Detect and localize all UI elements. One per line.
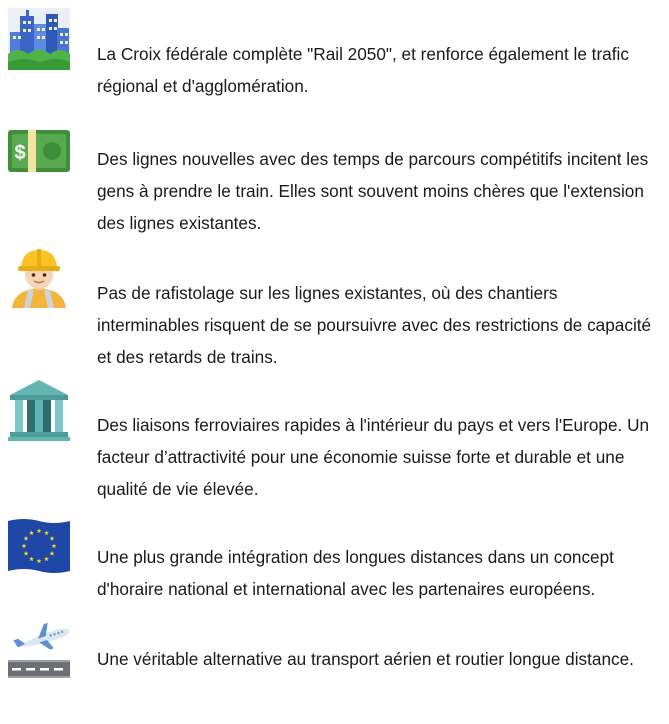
airplane-and-road-icon: [6, 620, 72, 686]
item-text: Des liaisons ferroviaires rapides à l'intérieur du pays et vers l'Europe. Un facteur d’attractivité pour une économie suisse forte et durable et une qualité de vie élevée.: [97, 415, 650, 499]
item-text: Une véritable alternative au transport aérien et routier longue distance.: [97, 649, 634, 669]
construction-worker-icon: [6, 244, 72, 310]
svg-text:$: $: [14, 142, 26, 164]
eu-flag-icon: [6, 513, 72, 579]
banknote-icon: [6, 118, 72, 184]
item-text: Pas de rafistolage sur les lignes existantes, où des chantiers interminables risquent de se poursuivre avec des restrictions de capacité et des retards de trains.: [97, 283, 652, 367]
item-text: Des lignes nouvelles avec des temps de parcours compétitifs incitent les gens à prendre le train. Elles sont souvent moins chères que l'extension des lignes existantes.: [97, 149, 649, 233]
item-text: La Croix fédérale complète "Rail 2050", et renforce également le trafic régional et d'agglomération.: [97, 44, 629, 96]
cityscape-icon: [6, 6, 72, 72]
classical-building-icon: [6, 377, 72, 443]
item-text: Une plus grande intégration des longues distances dans un concept d'horaire national et international avec les partenaires européens.: [97, 547, 614, 599]
